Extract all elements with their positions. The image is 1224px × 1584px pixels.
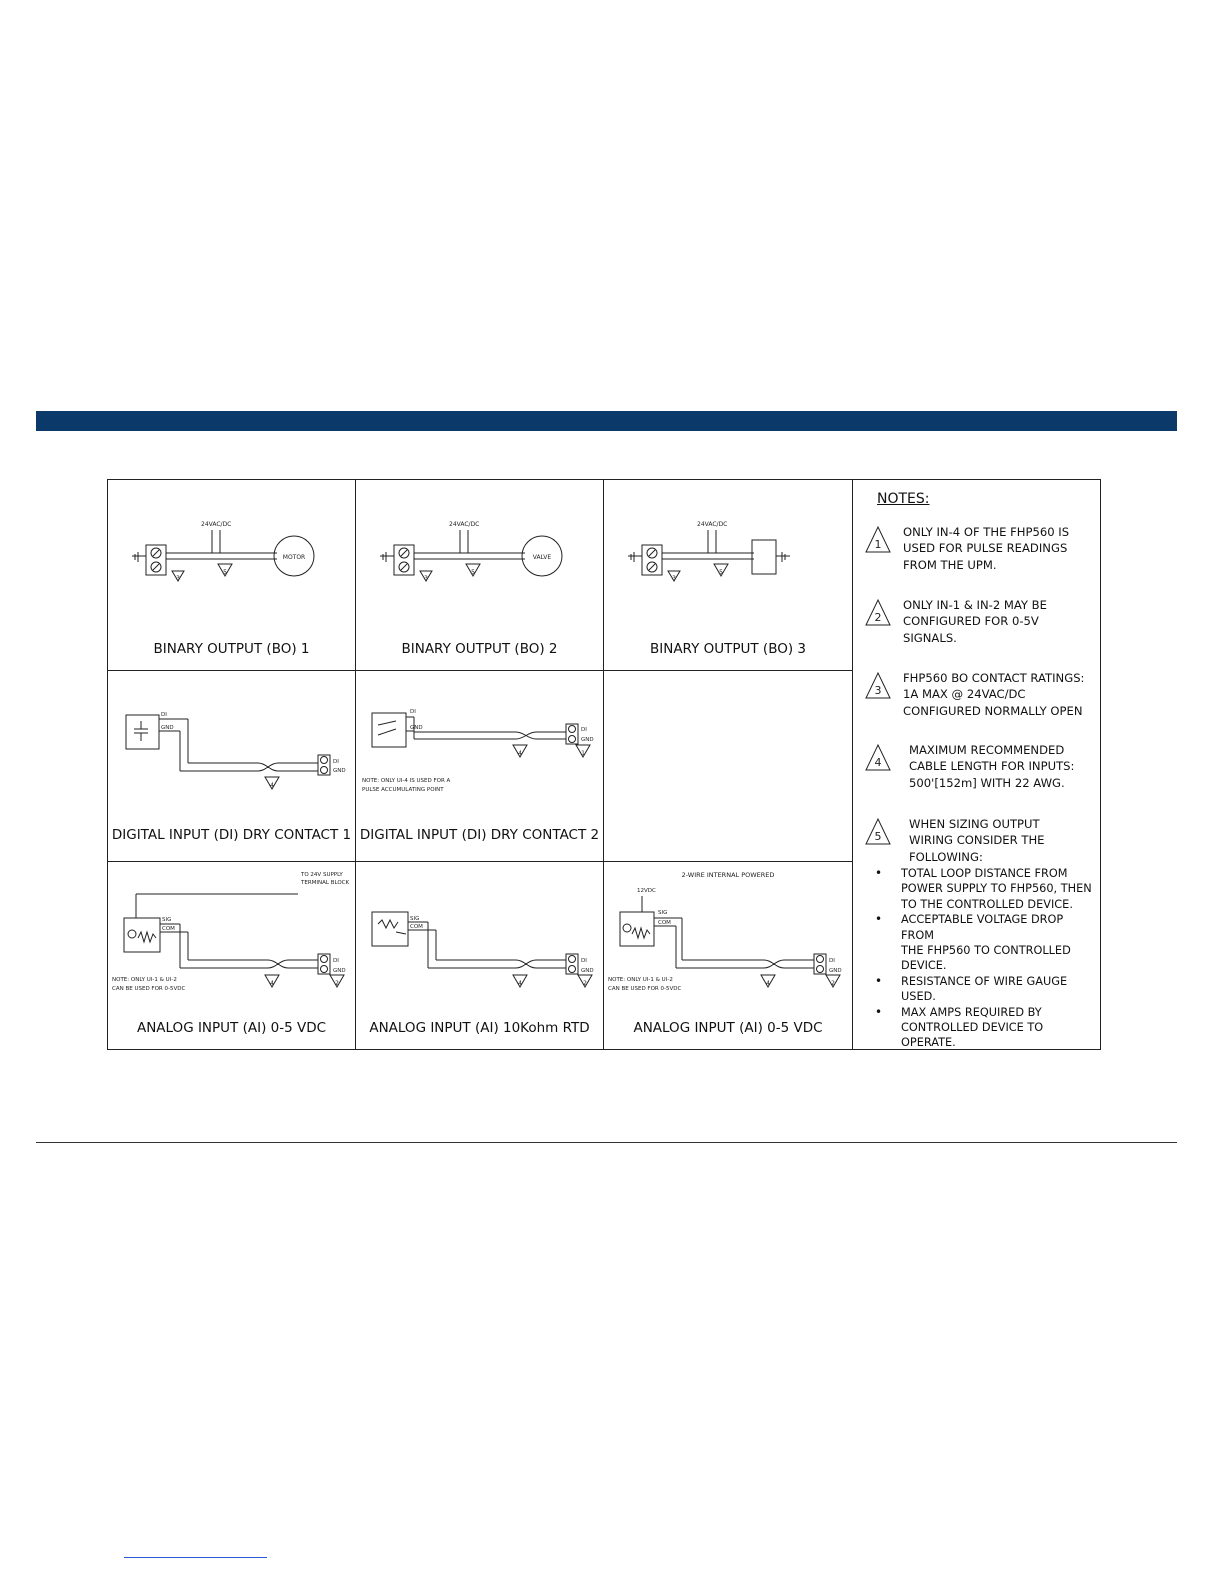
- svg-text:4: 4: [518, 980, 522, 987]
- diagram-ai-2: [356, 862, 603, 1049]
- diagram-ai-3: [604, 862, 852, 1049]
- svg-text:NOTE: ONLY UI-4 IS USED FO: NOTE: ONLY UI-4 IS USED FOR A: [362, 778, 451, 784]
- svg-text:2: 2: [583, 980, 587, 987]
- diagram-caption: BINARY OUTPUT (BO) 3: [649, 641, 806, 657]
- diagram-ai-1: [108, 862, 355, 1049]
- svg-text:TO 24V SUPPLY: TO 24V SUPPLY: [301, 872, 343, 878]
- svg-text:TERMINAL BLOCK: TERMINAL BLOCK: [301, 880, 350, 886]
- svg-text:DI: DI: [333, 958, 339, 964]
- delta-marker-icon: [863, 524, 893, 554]
- svg-text:DI: DI: [581, 727, 587, 733]
- svg-text:24VAC/DC: 24VAC/DC: [449, 521, 480, 528]
- svg-text:DI: DI: [410, 709, 416, 715]
- svg-text:PULSE ACCUMULATING POINT: PULSE ACCUMULATING POINT: [362, 787, 444, 793]
- delta-marker-icon: [863, 816, 893, 846]
- svg-text:24VAC/DC: 24VAC/DC: [697, 521, 728, 528]
- bullet-item: • ACCEPTABLE VOLTAGE DROP FROM THE FHP560 TO CONTROLLED DEVICE.: [871, 912, 1099, 974]
- svg-text:1: 1: [581, 750, 585, 757]
- svg-text:NOTE: ONLY UI-1 & UI-2: NOTE: ONLY UI-1 & UI-2: [608, 977, 673, 983]
- diagram-caption: BINARY OUTPUT (BO) 1: [153, 641, 310, 657]
- svg-text:COM: COM: [410, 924, 423, 930]
- bullet-item: • MAX AMPS REQUIRED BY CONTROLLED DEVICE TO OPERATE.: [871, 1005, 1099, 1051]
- diagram-di-1: [108, 671, 355, 861]
- svg-text:3: 3: [874, 684, 882, 697]
- svg-text:5: 5: [874, 830, 882, 843]
- bullet-item: • TOTAL LOOP DISTANCE FROM POWER SUPPLY TO FHP560, THEN TO THE CONTROLLED DEVICE.: [871, 866, 1099, 912]
- svg-text:CAN BE USED FOR 0-5VDC: CAN BE USED FOR 0-5VDC: [112, 986, 186, 992]
- svg-text:DI: DI: [333, 759, 339, 765]
- notes-panel: [853, 480, 1101, 1049]
- svg-text:GND: GND: [333, 968, 346, 974]
- svg-text:3: 3: [672, 575, 676, 582]
- diagram-caption: DIGITAL INPUT (DI) DRY CONTACT 1: [111, 827, 352, 843]
- svg-text:2: 2: [874, 611, 882, 624]
- notes-title: NOTES:: [877, 491, 930, 507]
- svg-text:2: 2: [831, 980, 835, 987]
- svg-text:1: 1: [874, 538, 882, 551]
- svg-text:MOTOR: MOTOR: [282, 554, 306, 561]
- note-text: FHP560 BO CONTACT RATINGS: 1A MAX @ 24VAC/DC CONFIGURED NORMALLY OPEN: [903, 671, 1085, 718]
- note-item: [863, 524, 1099, 576]
- diagram-caption: ANALOG INPUT (AI) 10Kohm RTD: [369, 1020, 590, 1036]
- svg-text:4: 4: [518, 750, 522, 757]
- svg-text:GND: GND: [581, 968, 594, 974]
- svg-text:5: 5: [223, 569, 227, 576]
- diagram-caption: ANALOG INPUT (AI) 0-5 VDC: [633, 1020, 823, 1036]
- diagram-caption: BINARY OUTPUT (BO) 2: [401, 641, 558, 657]
- svg-text:CAN BE USED FOR 0-5VDC: CAN BE USED FOR 0-5VDC: [608, 986, 682, 992]
- header-banner: [36, 411, 1177, 431]
- svg-text:SIG: SIG: [658, 910, 668, 916]
- note-text: MAXIMUM RECOMMENDED CABLE LENGTH FOR INPUTS: 500'[152m] WITH 22 AWG.: [909, 743, 1075, 790]
- svg-text:4: 4: [270, 980, 274, 987]
- svg-text:2: 2: [335, 980, 339, 987]
- svg-text:DI: DI: [829, 958, 835, 964]
- note-item: [863, 597, 1099, 649]
- diagram-caption: ANALOG INPUT (AI) 0-5 VDC: [136, 1020, 327, 1036]
- note-item: [863, 742, 1099, 794]
- diagram-bo-2: [356, 480, 603, 670]
- svg-text:SIG: SIG: [162, 917, 172, 923]
- diagram-bo-3: [604, 480, 852, 670]
- svg-text:GND: GND: [581, 737, 594, 743]
- note-text: WHEN SIZING OUTPUT WIRING CONSIDER THE FOLLOWING:: [909, 817, 1045, 864]
- footer-link-underline[interactable]: [124, 1557, 267, 1558]
- svg-text:COM: COM: [162, 926, 175, 932]
- note-item: [863, 816, 1099, 868]
- svg-text:COM: COM: [658, 920, 671, 926]
- svg-text:5: 5: [719, 569, 723, 576]
- svg-text:5: 5: [471, 569, 475, 576]
- svg-text:24VAC/DC: 24VAC/DC: [201, 521, 232, 528]
- svg-text:3: 3: [176, 575, 180, 582]
- note-text: ONLY IN-1 & IN-2 MAY BE CONFIGURED FOR 0-5V SIGNALS.: [903, 598, 1047, 645]
- svg-text:SIG: SIG: [410, 916, 420, 922]
- delta-marker-icon: [863, 597, 893, 627]
- svg-text:4: 4: [270, 782, 274, 789]
- svg-text:12VDC: 12VDC: [637, 888, 656, 894]
- svg-text:GND: GND: [161, 725, 174, 731]
- diagram-caption: DIGITAL INPUT (DI) DRY CONTACT 2: [359, 827, 600, 843]
- note-text: ONLY IN-4 OF THE FHP560 IS USED FOR PULSE READINGS FROM THE UPM.: [903, 525, 1070, 572]
- svg-text:3: 3: [424, 575, 428, 582]
- svg-text:4: 4: [874, 756, 882, 769]
- diagram-di-2: [356, 671, 603, 861]
- svg-text:2-WIRE INTERNAL POWERED: 2-WIRE INTERNAL POWERED: [681, 871, 775, 879]
- footer-divider: [36, 1142, 1177, 1143]
- svg-text:NOTE: ONLY UI-1 & UI-2: NOTE: ONLY UI-1 & UI-2: [112, 977, 177, 983]
- svg-text:GND: GND: [410, 725, 423, 731]
- svg-text:GND: GND: [333, 768, 346, 774]
- svg-text:DI: DI: [161, 712, 167, 718]
- wiring-diagram-grid: [107, 479, 1101, 1050]
- svg-text:GND: GND: [829, 968, 842, 974]
- empty-cell: [604, 671, 852, 861]
- svg-text:DI: DI: [581, 958, 587, 964]
- svg-text:VALVE: VALVE: [532, 554, 552, 561]
- delta-marker-icon: [863, 742, 893, 772]
- notes-bullet-list: [871, 866, 1099, 1051]
- delta-marker-icon: [863, 670, 893, 700]
- svg-text:4: 4: [766, 980, 770, 987]
- note-item: [863, 670, 1099, 722]
- bullet-item: • RESISTANCE OF WIRE GAUGE USED.: [871, 974, 1099, 1005]
- diagram-bo-1: [108, 480, 355, 670]
